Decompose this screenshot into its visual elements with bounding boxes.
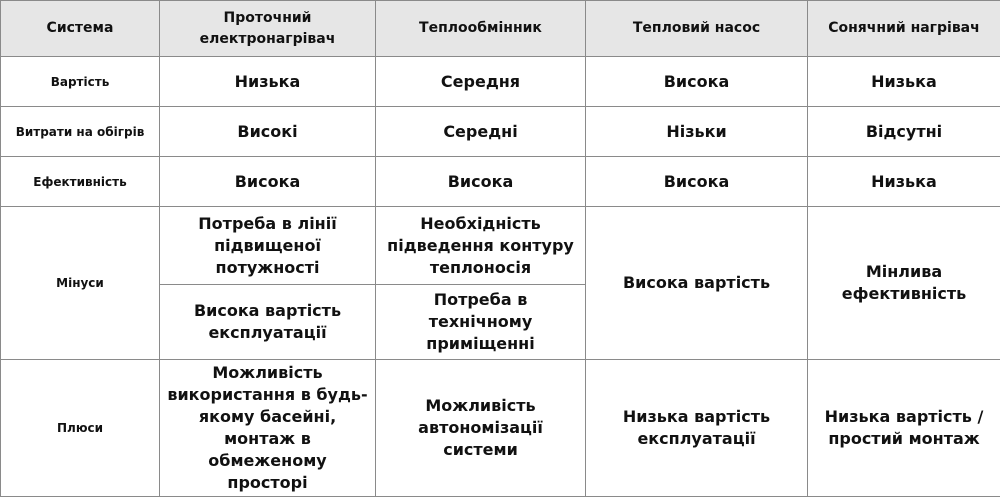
cell-heating-costs-solar-heater: Відсутні bbox=[808, 107, 1000, 157]
cell-cons-heat-pump: Висока вартість bbox=[586, 207, 808, 360]
cell-cost-electric-heater: Низька bbox=[160, 57, 376, 107]
cell-heating-costs-electric-heater: Високі bbox=[160, 107, 376, 157]
header-solar-heater: Сонячний нагрівач bbox=[808, 1, 1000, 57]
cell-cons-heat-exchanger-2: Потреба в технічному приміщенні bbox=[376, 285, 586, 360]
row-label-cons: Мінуси bbox=[1, 207, 160, 360]
cell-cost-solar-heater: Низька bbox=[808, 57, 1000, 107]
cell-heating-costs-heat-pump: Нізьки bbox=[586, 107, 808, 157]
row-label-efficiency: Ефективність bbox=[1, 157, 160, 207]
header-system: Система bbox=[1, 1, 160, 57]
cell-cost-heat-exchanger: Середня bbox=[376, 57, 586, 107]
cell-cons-electric-heater-1: Потреба в лінії підвищеної потужності bbox=[160, 207, 376, 285]
cell-pros-heat-pump: Низька вартість експлуатації bbox=[586, 360, 808, 497]
cell-efficiency-solar-heater: Низька bbox=[808, 157, 1000, 207]
table-row-heating-costs bbox=[1, 107, 1000, 157]
cell-pros-solar-heater: Низька вартість / простий монтаж bbox=[808, 360, 1000, 497]
row-label-cost: Вартість bbox=[1, 57, 160, 107]
cell-cons-electric-heater-2: Висока вартість експлуатації bbox=[160, 285, 376, 360]
cell-efficiency-heat-exchanger: Висока bbox=[376, 157, 586, 207]
row-label-pros: Плюси bbox=[1, 360, 160, 497]
table-row-cons bbox=[1, 207, 1000, 285]
table-row-efficiency bbox=[1, 157, 1000, 207]
table-row-pros bbox=[1, 360, 1000, 497]
cell-efficiency-heat-pump: Висока bbox=[586, 157, 808, 207]
header-heat-exchanger: Теплообмінник bbox=[376, 1, 586, 57]
header-heat-pump: Тепловий насос bbox=[586, 1, 808, 57]
table-header-row bbox=[1, 1, 1000, 57]
cell-pros-electric-heater: Можливість використання в будь-якому басейні, монтаж в обмеженому просторі bbox=[160, 360, 376, 497]
cell-heating-costs-heat-exchanger: Середні bbox=[376, 107, 586, 157]
table-row-cost bbox=[1, 57, 1000, 107]
row-label-heating-costs: Витрати на обігрів bbox=[1, 107, 160, 157]
cell-efficiency-electric-heater: Висока bbox=[160, 157, 376, 207]
cell-cons-solar-heater: Мінлива ефективність bbox=[808, 207, 1000, 360]
cell-cost-heat-pump: Висока bbox=[586, 57, 808, 107]
cell-pros-heat-exchanger: Можливість автономізації системи bbox=[376, 360, 586, 497]
header-electric-heater: Проточний електронагрівач bbox=[160, 1, 376, 57]
cell-cons-heat-exchanger-1: Необхідність підведення контуру теплоносія bbox=[376, 207, 586, 285]
